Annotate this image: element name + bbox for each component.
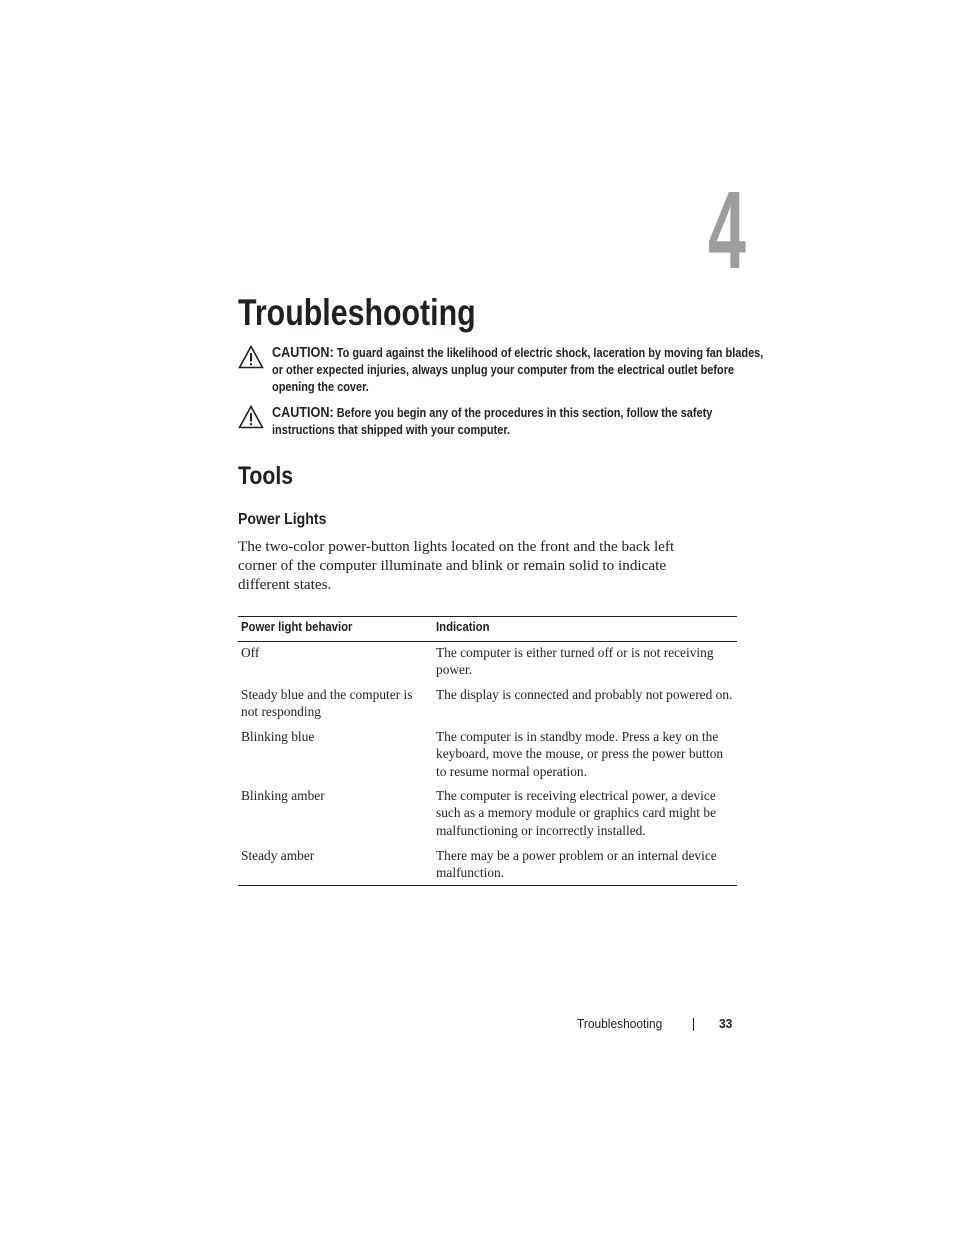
caution-triangle-icon bbox=[238, 405, 264, 429]
caution-message: To guard against the likelihood of electric shock, laceration by moving fan blades, or other expected injuries, always unplug your computer from the electrical outlet before opening the cover. bbox=[272, 346, 764, 395]
chapter-number: 4 bbox=[708, 169, 746, 292]
table-cell-indication: The computer is in standby mode. Press a key on the keyboard, move the mouse, or press the power button to resume normal operation. bbox=[436, 729, 724, 779]
table-header-indication: Indication bbox=[436, 620, 490, 634]
caution-text bbox=[272, 345, 777, 397]
table-header-behavior: Power light behavior bbox=[241, 620, 353, 634]
section-title: Tools bbox=[238, 462, 294, 490]
chapter-title: Troubleshooting bbox=[238, 292, 476, 333]
table-top-rule bbox=[238, 616, 737, 617]
table-cell-indication: The display is connected and probably not powered on. bbox=[436, 687, 733, 702]
table-cell-behavior: Blinking amber bbox=[241, 788, 325, 803]
table-header-rule bbox=[238, 641, 737, 642]
caution-triangle-icon bbox=[238, 345, 264, 369]
table-cell-behavior: Steady amber bbox=[241, 848, 315, 863]
footer-section-name: Troubleshooting bbox=[577, 1016, 663, 1031]
caution-label: CAUTION: bbox=[272, 405, 334, 421]
body-paragraph: The two-color power-button lights located on the front and the back left corner of the computer illuminate and blink or remain solid to indicate different states. bbox=[238, 538, 675, 593]
table-cell-indication: The computer is either turned off or is not receiving power. bbox=[436, 645, 714, 678]
table-cell-behavior: Steady blue and the computer is not responding bbox=[241, 687, 413, 720]
table-cell-behavior: Blinking blue bbox=[241, 729, 315, 744]
caution-text bbox=[272, 405, 777, 439]
footer-page-number: 33 bbox=[719, 1016, 733, 1031]
caution-message: Before you begin any of the procedures in this section, follow the safety instructions that shipped with your computer. bbox=[272, 406, 713, 438]
table-cell-indication: The computer is receiving electrical power, a device such as a memory module or graphics card might be malfunctioning or incorrectly installed. bbox=[436, 788, 717, 838]
caution-label: CAUTION: bbox=[272, 345, 334, 361]
footer-separator bbox=[693, 1018, 694, 1031]
subsection-title: Power Lights bbox=[238, 511, 327, 528]
table-bottom-rule bbox=[238, 885, 737, 886]
table-cell-behavior: Off bbox=[241, 645, 260, 660]
table-cell-indication: There may be a power problem or an internal device malfunction. bbox=[436, 848, 717, 881]
